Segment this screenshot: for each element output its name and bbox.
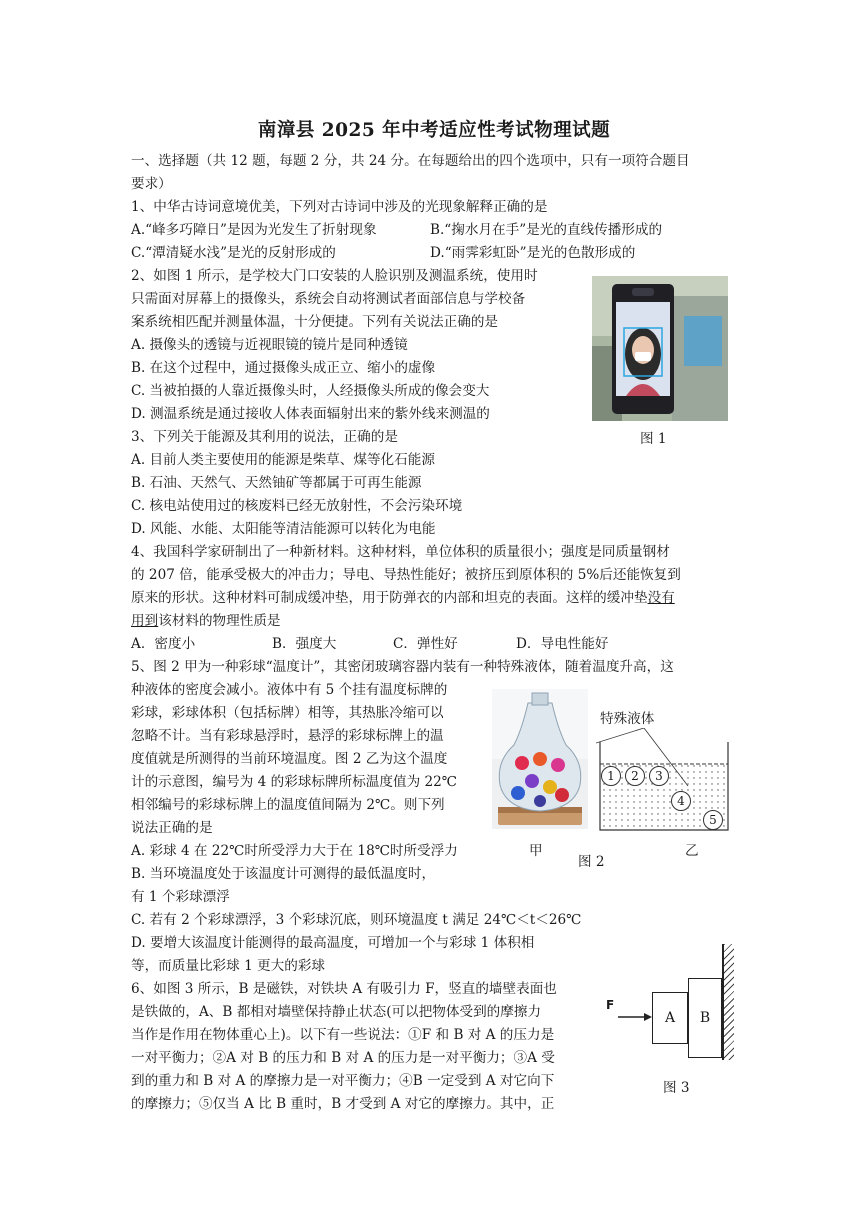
- q6-stem-4: 一对平衡力；②A 对 B 的压力和 B 对 A 的压力是一对平衡力；③A 受: [131, 1050, 555, 1066]
- q3-option-a: A. 目前人类主要使用的能源是柴草、煤等化石能源: [131, 452, 435, 468]
- q5-option-b-1: B. 当环境温度处于该温度计可测得的最低温度时，: [131, 866, 436, 882]
- q5-stem-2: 种液体的密度会减小。液体中有 5 个挂有温度标牌的: [131, 682, 448, 698]
- q6-stem-5: 到的重力和 B 对 A 的摩擦力是一对平衡力；④B 一定受到 A 对它向下: [131, 1073, 555, 1089]
- figure-3-block-b: B: [688, 978, 722, 1058]
- q4-stem-1: 4、我国科学家研制出了一种新材料。这种材料，单位体积的质量很小；强度是同质量钢材: [131, 544, 670, 560]
- q1-stem: 1、中华古诗词意境优美，下列对古诗词中涉及的光现象解释正确的是: [131, 199, 548, 215]
- q1-option-d: D.“雨霁彩虹卧”是光的色散形成的: [430, 245, 636, 261]
- figure-2-jia-photo: [492, 689, 588, 829]
- q4-stem-4: [131, 610, 281, 632]
- q5-stem-4: 忽略不计。当有彩球悬浮时，悬浮的彩球标牌上的温: [131, 728, 444, 744]
- q5-option-d-2: 等，而质量比彩球 1 更大的彩球: [131, 958, 326, 974]
- q4-stem-3: [131, 587, 675, 609]
- ball-3: 3: [649, 766, 669, 786]
- q5-stem-6: 计的示意图，编号为 4 的彩球标牌所标温度值为 22℃: [131, 774, 457, 790]
- q5-option-a: A. 彩球 4 在 22℃时所受浮力大于在 18℃时所受浮力: [131, 843, 458, 859]
- q4-option-a: A．密度小: [131, 636, 196, 652]
- figure-3-caption: 图 3: [663, 1080, 690, 1096]
- q2-stem-3: 案系统相匹配并测量体温，十分便捷。下列有关说法正确的是: [131, 314, 499, 330]
- q1-option-a: A.“峰多巧障日”是因为光发生了折射现象: [131, 222, 377, 238]
- section-heading-cont: 要求）: [131, 176, 172, 192]
- q5-stem-7: 相邻编号的彩球标牌上的温度值间隔为 2℃。则下列: [131, 797, 445, 813]
- figure-2-balls: [596, 728, 732, 834]
- q4-stem-4-text: 该材料的物理性质是: [158, 613, 281, 629]
- figure-2-yi-label: 乙: [685, 843, 699, 859]
- q4-stem-2: 的 207 倍，能承受极大的冲击力；导电、导热性能好；被挤压到原体积的 5%后还能恢复到: [131, 567, 681, 583]
- q3-stem: 3、下列关于能源及其利用的说法，正确的是: [131, 429, 398, 445]
- q2-option-b: B. 在这个过程中，通过摄像头成正立、缩小的虚像: [131, 360, 436, 376]
- figure-3-block-a: A: [652, 992, 688, 1044]
- q2-option-c: C. 当被拍摄的人靠近摄像头时，人经摄像头所成的像会变大: [131, 383, 490, 399]
- q4-underlined-1: 没有: [647, 590, 675, 606]
- q2-option-a: A. 摄像头的透镜与近视眼镜的镜片是同种透镜: [131, 337, 408, 353]
- q4-option-b: B．强度大: [272, 636, 337, 652]
- q1-option-c: C.“潭清疑水浅”是光的反射形成的: [131, 245, 336, 261]
- figure-3-force-label: F: [606, 998, 615, 1012]
- ball-4: 4: [671, 791, 691, 811]
- q3-option-c: C. 核电站使用过的核废料已经无放射性，不会污染环境: [131, 498, 463, 514]
- q5-option-c: C. 若有 2 个彩球漂浮，3 个彩球沉底，则环境温度 t 满足 24℃＜t＜26℃: [131, 912, 582, 928]
- figure-3-wall-line: [722, 944, 724, 1060]
- q6-stem-1: 6、如图 3 所示，B 是磁铁，对铁块 A 有吸引力 F，竖直的墙壁表面也: [131, 981, 557, 997]
- ball-1: 1: [601, 766, 621, 786]
- q5-option-d-1: D. 要增大该温度计能测得的最高温度，可增加一个与彩球 1 体积相: [131, 935, 535, 951]
- special-liquid-label: 特殊液体: [600, 711, 655, 727]
- q5-stem-1: 5、图 2 甲为一种彩球“温度计”，其密闭玻璃容器内装有一种特殊液体，随着温度升高，这: [131, 659, 674, 675]
- q4-stem-3-text: 原来的形状。这种材料可制成缓冲垫，用于防弹衣的内部和坦克的表面。这样的缓冲垫: [131, 590, 648, 606]
- q4-option-d: D．导电性能好: [516, 636, 609, 652]
- section-heading: 一、选择题（共 12 题，每题 2 分，共 24 分。在每题给出的四个选项中，只有一项符合题目: [131, 153, 690, 169]
- figure-3-force-arrow: [616, 1010, 654, 1024]
- q5-stem-8: 说法正确的是: [131, 820, 213, 836]
- q3-option-d: D. 风能、水能、太阳能等清洁能源可以转化为电能: [131, 521, 436, 537]
- figure-2-caption: 图 2: [578, 854, 605, 870]
- q6-stem-2: 是铁做的，A、B 都相对墙壁保持静止状态(可以把物体受到的摩擦力: [131, 1004, 542, 1020]
- q4-underlined-2: 用到: [131, 613, 159, 629]
- q6-stem-3: 当作是作用在物体重心上)。以下有一些说法：①F 和 B 对 A 的压力是: [131, 1027, 555, 1043]
- figure-1-caption: 图 1: [640, 431, 667, 447]
- figure-1-photo: [592, 276, 728, 421]
- q5-stem-5: 度值就是所测得的当前环境温度。图 2 乙为这个温度: [131, 751, 448, 767]
- figure-3-wall: [724, 944, 734, 1060]
- q4-option-c: C．弹性好: [393, 636, 458, 652]
- ball-2: 2: [625, 766, 645, 786]
- figure-2-jia-label: 甲: [529, 843, 543, 859]
- q3-option-b: B. 石油、天然气、天然铀矿等都属于可再生能源: [131, 475, 422, 491]
- q2-stem-2: 只需面对屏幕上的摄像头，系统会自动将测试者面部信息与学校备: [131, 291, 526, 307]
- q2-option-d: D. 测温系统是通过接收人体表面辐射出来的紫外线来测温的: [131, 406, 490, 422]
- q5-stem-3: 彩球，彩球体积（包括标牌）相等，其热胀冷缩可以: [131, 705, 444, 721]
- q2-stem-1: 2、如图 1 所示，是学校大门口安装的人脸识别及测温系统，使用时: [131, 268, 538, 284]
- ball-5: 5: [703, 810, 723, 830]
- q1-option-b: B.“掬水月在手”是光的直线传播形成的: [430, 222, 663, 238]
- q6-stem-6: 的摩擦力；⑤仅当 A 比 B 重时，B 才受到 A 对它的摩擦力。其中，正: [131, 1096, 555, 1112]
- q5-option-b-2: 有 1 个彩球漂浮: [131, 889, 230, 905]
- page-title: 南漳县 2025 年中考适应性考试物理试题: [257, 120, 611, 141]
